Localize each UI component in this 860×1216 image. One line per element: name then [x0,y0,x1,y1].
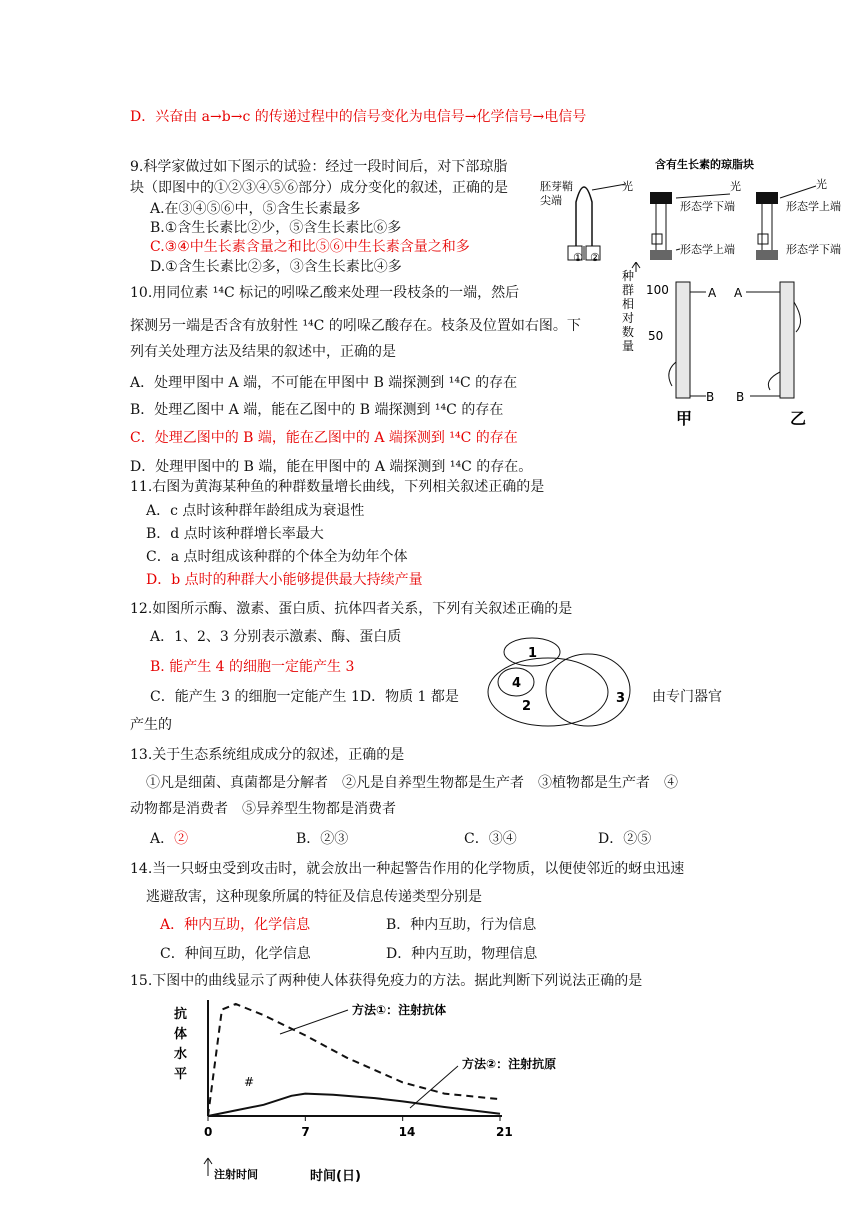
q9-fig-tip: 尖端 [540,194,562,207]
q15-chart-ylabel-1: 抗 [174,1007,188,1022]
q9-fig-title: 含有生长素的琼脂块 [655,158,754,171]
q12-option-b: B. 能产生 4 的细胞一定能产生 3 [150,659,355,675]
q10-branch-figure [616,262,832,430]
q15-chart-legend-method2-leader [410,1066,458,1108]
q11-fig-ylabel-1: 种 [622,269,635,283]
q9-option-c: C.③④中生长素含量之和比⑤⑥中生长素含量之和多 [150,239,470,255]
q13-option-c: C．③④ [464,831,517,847]
q11-fig-y50: 50 [648,329,664,343]
q11-fig-y100: 100 [646,283,669,297]
q9-experiment-figure [530,150,850,270]
q11-fig-ylabel-6: 量 [622,339,635,353]
q15-chart-start-note: 注射时间 [214,1168,258,1181]
q9-fig-morph-upper1: 形态学上端 [786,200,841,213]
q10-stem-line1: 10.用同位素 ¹⁴C 标记的吲哚乙酸来处理一段枝条的一端，然后 [130,285,520,301]
q9-option-a: A.在③④⑤⑥中，⑤含生长素最多 [150,201,361,217]
q14-option-b: B．种内互助，行为信息 [386,917,537,933]
q15-chart-annotation: # [244,1075,255,1089]
q10-stem-line3: 列有关处理方法及结果的叙述中，正确的是 [130,344,396,360]
q11-option-a: A．c 点时该种群年龄组成为衰退性 [146,503,365,519]
q11-option-b: B．d 点时该种群增长率最大 [146,526,324,542]
q11-option-d: D．b 点时的种群大小能够提供最大持续产量 [146,572,423,588]
q13-option-a-value: ② [174,831,189,847]
q12-venn-label-3: 3 [616,691,626,706]
q10-fig-yi-label: 乙 [790,409,807,428]
q14-stem-line2: 逃避敌害，这种现象所属的特征及信息传递类型分别是 [146,889,482,905]
q9-option-d: D.①含生长素比②多，③含生长素比④多 [150,259,402,275]
q13-option-d: D．②⑤ [598,831,652,847]
q15-chart-ylabel-3: 水 [174,1047,188,1062]
q9-fig-coleoptile: 胚芽鞘 [540,180,573,193]
q15-chart-xtick-7: 7 [301,1125,310,1139]
q9-fig-light1: 光 [622,180,633,193]
q14-option-d: D．种内互助，物理信息 [386,946,538,962]
q14-option-c: C．种间互助，化学信息 [160,946,311,962]
q12-option-a: A．1、2、3 分别表示激素、酶、蛋白质 [150,629,402,645]
q10-option-c: C．处理乙图中的 B 端，能在乙图中的 A 端探测到 ¹⁴C 的存在 [130,430,518,446]
q12-option-c-cont: 产生的 [130,717,172,733]
q12-venn-label-4: 4 [512,676,522,691]
q15-chart-legend-method1-leader [280,1010,348,1034]
q9-fig-block2: ② [590,251,600,264]
q13-items-line1: ①凡是细菌、真菌都是分解者 ②凡是自养型生物都是生产者 ③植物都是生产者 ④ [146,775,678,791]
q14-option-a: A．种内互助，化学信息 [160,917,311,933]
q11-option-c: C．a 点时组成该种群的个体全为幼年个体 [146,549,408,565]
q15-chart-series-1 [208,1004,500,1116]
q8-option-d: D．兴奋由 a→b→c 的传递过程中的信号变化为电信号→化学信号→电信号 [130,109,587,125]
q11-fig-ylabel-4: 对 [622,311,635,325]
q9-fig-morph-upper2: 形态学上端 [680,243,735,256]
q10-fig-jia-label: 甲 [676,409,693,428]
q10-fig-yi-a: A [734,286,743,300]
q12-option-c: C．能产生 3 的细胞一定能产生 1D．物质 1 都是 [150,689,459,705]
q10-option-b: B．处理乙图中 A 端，能在乙图中的 B 端探测到 ¹⁴C 的存在 [130,402,504,418]
q10-fig-jia-a: A [708,286,717,300]
q11-fig-ylabel-3: 相 [622,297,635,311]
q13-items-line2: 动物都是消费者 ⑤异养型生物都是消费者 [130,801,396,817]
q10-stem-line2: 探测另一端是否含有放射性 ¹⁴C 的吲哚乙酸存在。枝条及位置如右图。下 [130,318,581,334]
q11-stem: 11.右图为黄海某种鱼的种群数量增长曲线，下列相关叙述正确的是 [130,479,545,495]
q15-chart-legend-method1: 方法①：注射抗体 [352,1003,447,1017]
q9-fig-block1: ① [573,251,583,264]
q10-option-d: D．处理甲图中的 B 端，能在甲图中的 A 端探测到 ¹⁴C 的存在。 [130,459,533,475]
q12-venn-label-2: 2 [522,699,532,714]
q9-fig-light2: 光 [730,180,741,193]
q15-chart-legend-method2: 方法②：注射抗原 [462,1057,557,1071]
q15-chart-series-2 [208,1094,500,1116]
q10-fig-jia-b: B [706,390,715,404]
q13-option-a-prefix: A． [150,831,175,847]
q13-option-b: B．②③ [296,831,349,847]
q9-fig-morph-lower1: 形态学下端 [680,200,735,213]
q9-option-b: B.①含生长素比②少，⑤含生长素比⑥多 [150,220,402,236]
q15-chart-xtick-21: 21 [496,1125,513,1139]
q9-stem-line2: 块（即图中的①②③④⑤⑥部分）成分变化的叙述，正确的是 [130,180,508,196]
q9-fig-morph-lower2: 形态学下端 [786,243,841,256]
q15-chart-xlabel: 时间(日) [310,1169,361,1184]
q15-chart-ylabel-4: 平 [174,1067,188,1082]
q9-fig-light3: 光 [816,178,827,191]
q15-stem: 15.下图中的曲线显示了两种使人体获得免疫力的方法。据此判断下列说法正确的是 [130,973,643,989]
q10-option-a: A．处理甲图中 A 端，不可能在甲图中 B 端探测到 ¹⁴C 的存在 [130,375,518,391]
q14-stem-line1: 14.当一只蚜虫受到攻击时，就会放出一种起警告作用的化学物质，以便使邻近的蚜虫迅速 [130,861,685,877]
q15-antibody-chart [160,990,560,1190]
q12-venn-figure [482,630,638,732]
q15-chart-xtick-14: 14 [398,1125,416,1139]
q15-chart-start-arrow [204,1158,212,1176]
q12-stem: 12.如图所示酶、激素、蛋白质、抗体四者关系，下列有关叙述正确的是 [130,601,573,617]
q13-option-a [150,828,188,848]
q12-option-c-tail: 由专门器官 [652,689,722,705]
q9-stem-line1: 9.科学家做过如下图示的试验：经过一段时间后，对下部琼脂 [130,159,508,175]
q11-fig-ylabel-2: 群 [622,283,635,297]
q11-fig-ylabel-5: 数 [622,325,635,339]
q15-chart-ylabel-2: 体 [174,1027,188,1042]
q15-chart-xtick-0: 0 [204,1125,213,1139]
q10-fig-yi-b: B [736,390,745,404]
q12-venn-label-1: 1 [528,646,538,661]
q13-stem: 13.关于生态系统组成成分的叙述，正确的是 [130,747,405,763]
